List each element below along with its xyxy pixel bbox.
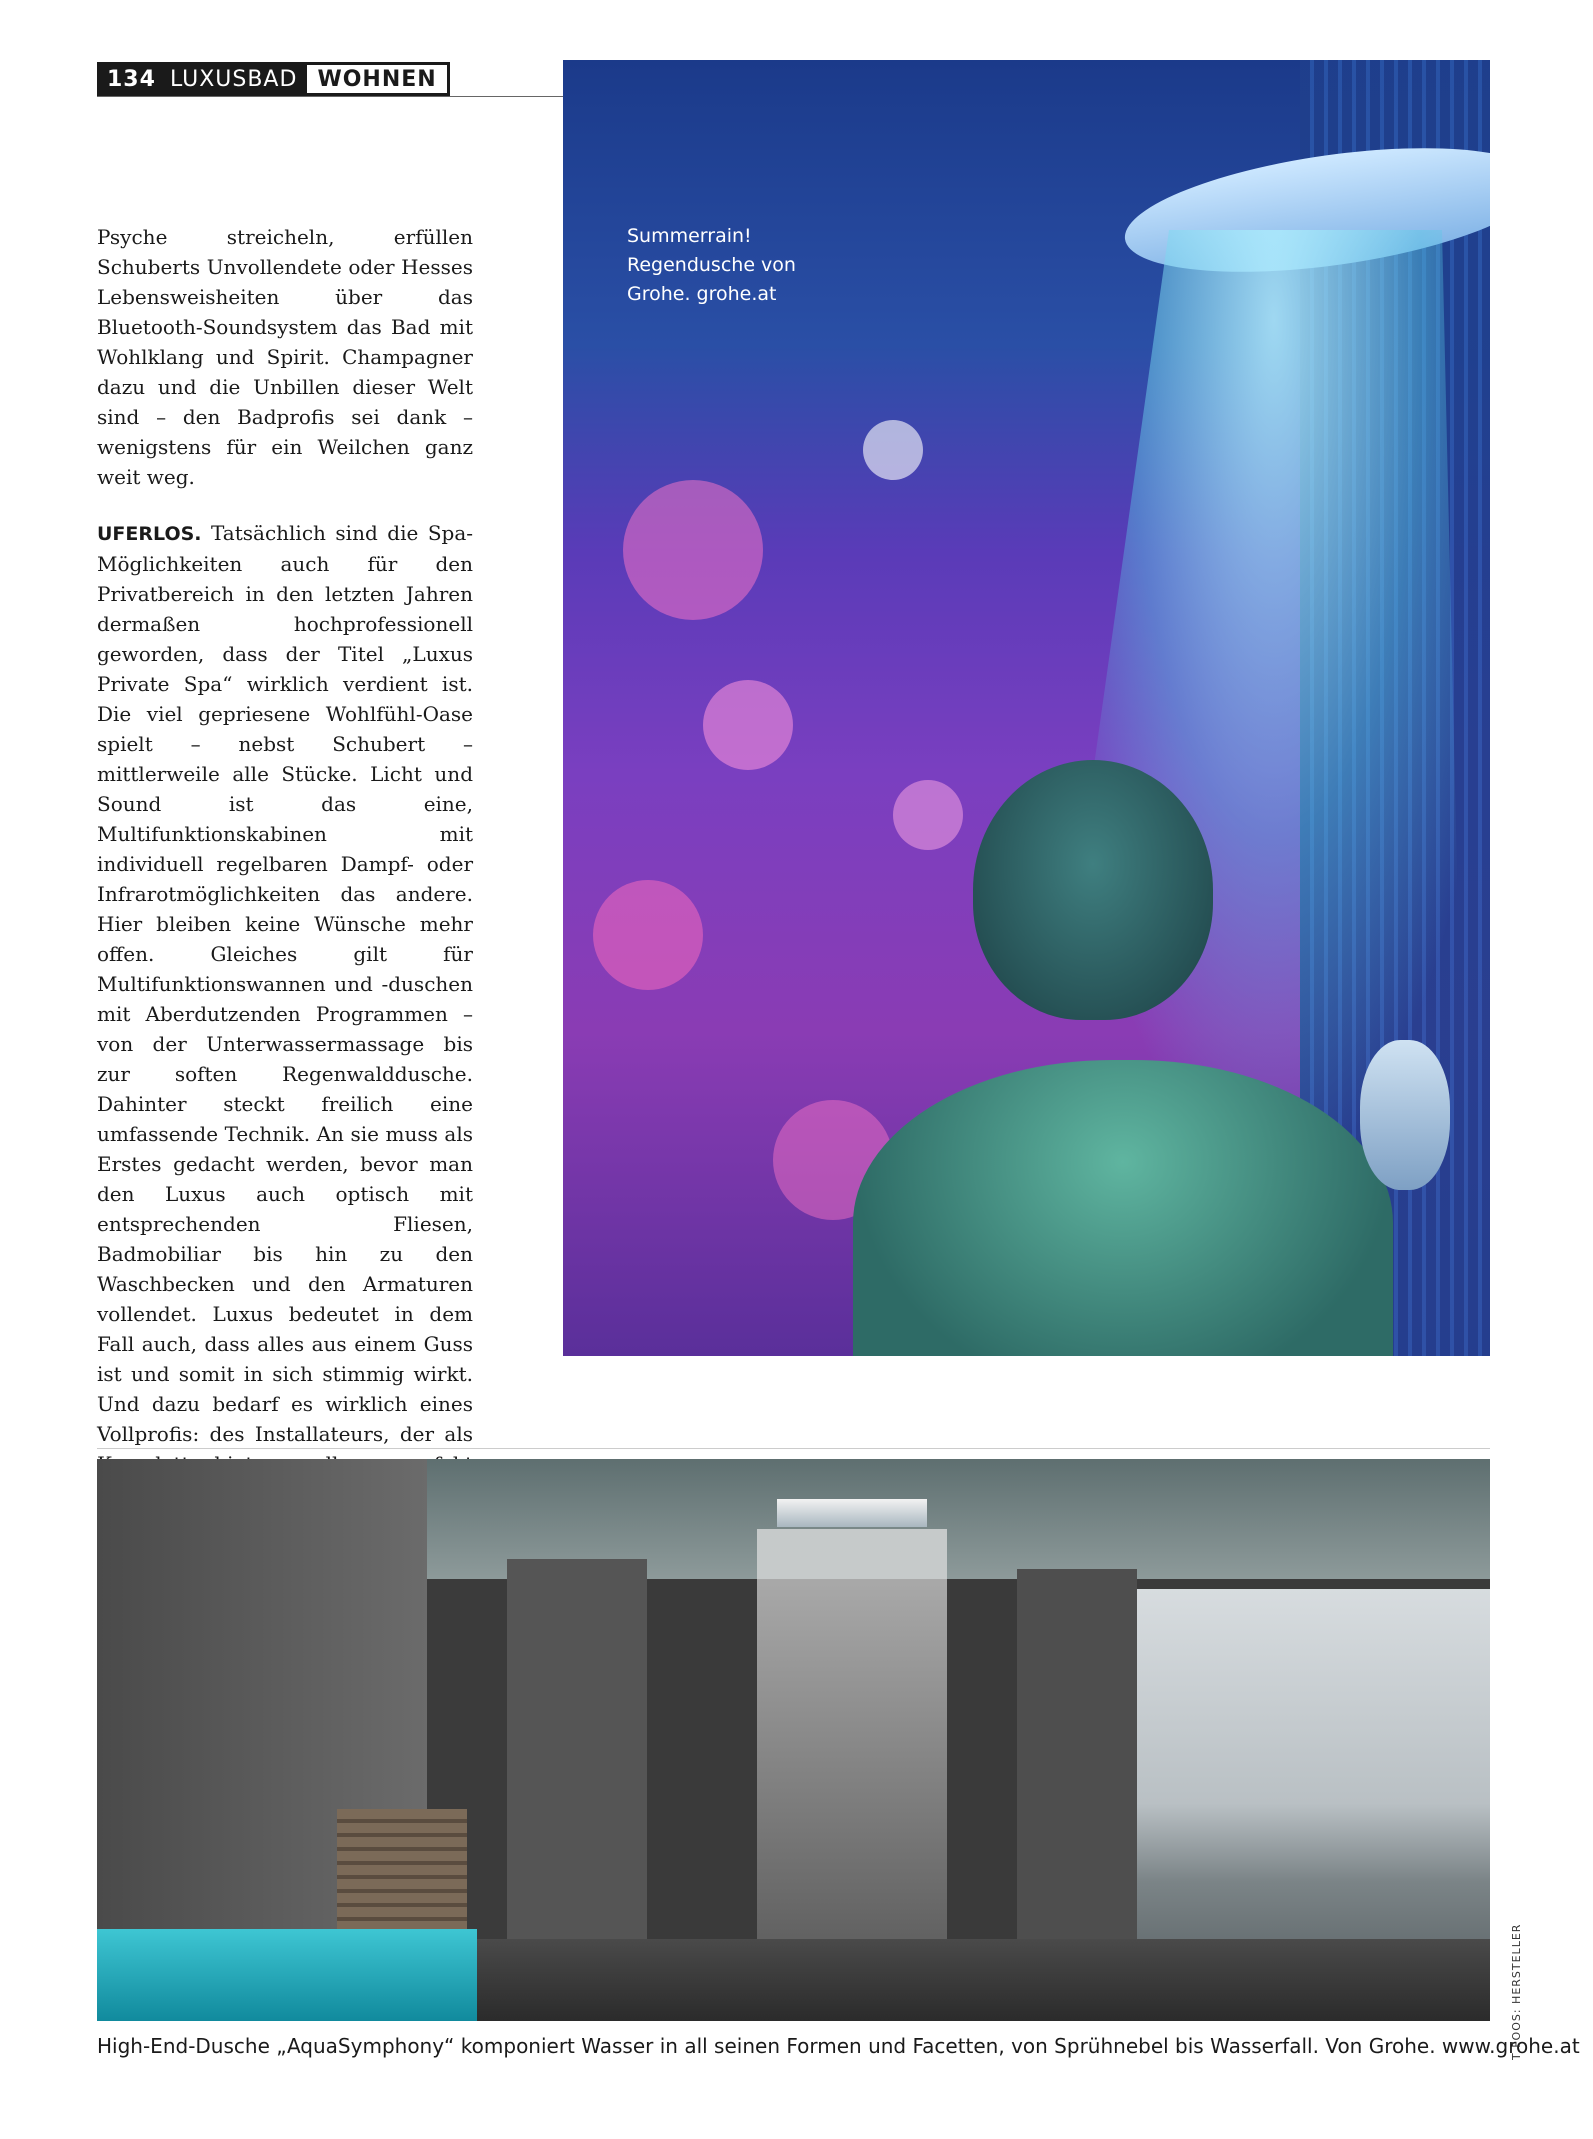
aquasymphony-photo <box>97 1459 1490 2021</box>
photo1-caption <box>627 222 887 309</box>
article-paragraph <box>97 222 473 492</box>
concrete-pillar <box>507 1559 647 1979</box>
pool-water <box>97 1929 477 2021</box>
caption-line: Summerrain! <box>627 225 752 247</box>
article-column <box>97 222 473 1535</box>
caption-line: Grohe. grohe.at <box>627 283 777 305</box>
ceiling-shower-panel <box>777 1499 927 1527</box>
paragraph-text: Tatsächlich sind die Spa-Möglichkeiten auch für den Privatbereich in den letzten Jahren dermaßen hochprofessionell geworden, dass der Titel „Luxus Private Spa“ wirklich verdient ist. Die viel gepriesene Wohlfühl-Oase spielt – nebst Schubert – mittlerweile alle Stücke. Licht und Sound ist das eine, Multifunktionskabinen mit individuell regelbaren Dampf- oder Infrarotmöglichkeiten das andere. Hier bleiben keine Wünsche mehr offen. Gleiches gilt für Multifunktionswannen und -duschen mit Aberdutzenden Programmen – von der Unterwassermassage bis zur soften Regenwalddusche. Dahinter steckt freilich eine umfassende Technik. An sie muss als Erstes gedacht werden, bevor man den Luxus auch optisch mit entsprechenden Fliesen, Badmobiliar bis hin zu den Waschbecken und den Armaturen vollendet. Luxus bedeutet in dem Fall auch, dass alles aus einem Guss ist und somit in sich stimmig wirkt. Und dazu bedarf es wirklich eines Vollprofis: des Installateurs, der als <box>97 521 474 1446</box>
photo2-caption: High-End-Dusche „AquaSymphony“ komponiert Wasser in all seinen Formen und Facetten, von Sprühnebel bis Wasserfall. Von Grohe. www.grohe.at <box>97 2034 1580 2058</box>
hand-shower <box>1360 1040 1450 1190</box>
section-divider <box>97 1448 1490 1449</box>
section-title: LUXUSBAD <box>169 66 298 92</box>
caption-line: Regendusche von <box>627 254 796 276</box>
bokeh-light <box>593 880 703 990</box>
article-paragraph <box>97 518 473 1509</box>
paragraph-text: Psyche streicheln, erfüllen Schuberts Unvollendete oder Hesses Lebensweisheiten über das Bluetooth-Soundsystem das Bad mit Wohlklang und Spirit. Champagner dazu und die Unbillen dieser Welt sind – den Badprofis sei dank – wenigstens für ein Weilchen ganz weit weg. <box>97 225 473 489</box>
shoulders <box>853 1060 1393 1356</box>
head <box>973 760 1213 1020</box>
bokeh-light <box>863 420 923 480</box>
bokeh-light <box>703 680 793 770</box>
water-curtain <box>757 1529 947 1959</box>
concrete-pillar <box>1017 1569 1137 1979</box>
bokeh-light <box>623 480 763 620</box>
landscape-view <box>1137 1589 1490 1979</box>
category-label: WOHNEN <box>307 62 449 96</box>
page-number: 134 <box>107 66 156 92</box>
photo-credit: T FOOS: HERSTELLER <box>1510 1923 1523 2060</box>
woman-figure <box>853 760 1393 1356</box>
page-header <box>97 62 450 96</box>
paragraph-lead: UFERLOS. <box>97 523 202 545</box>
stone-floor <box>477 1939 1490 2021</box>
header-bar <box>97 62 307 96</box>
